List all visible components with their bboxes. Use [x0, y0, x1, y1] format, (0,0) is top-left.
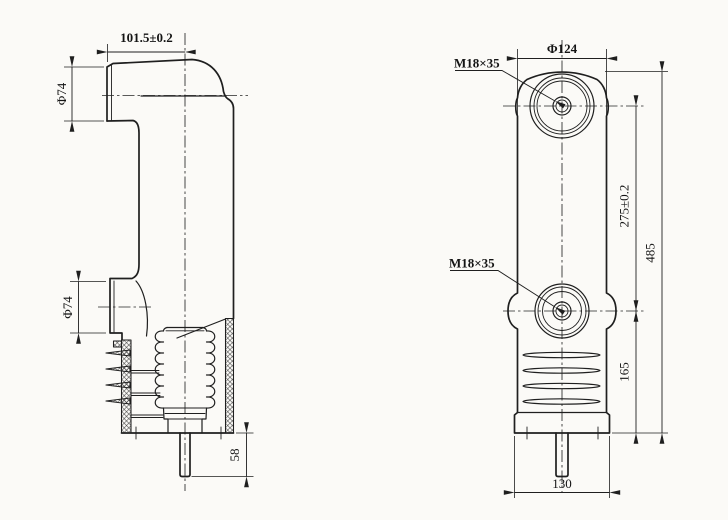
- label-lower-thread: M18×35: [449, 255, 495, 271]
- bellows-right-profile: [202, 328, 215, 434]
- dim-label-lower-bushing-diameter: Φ74: [60, 296, 75, 319]
- shed-fin: [523, 368, 600, 373]
- dim-stem-length: [192, 433, 254, 477]
- front-view: [449, 40, 668, 498]
- callout-lower-thread: [449, 256, 555, 308]
- upper-bushing-and-right-edge: [107, 60, 234, 319]
- dim-top-width: [108, 30, 186, 62]
- dim-overall-height: [605, 72, 668, 434]
- front-view-centerlines: [503, 40, 644, 492]
- dim-label-terminal-center-distance: 275±0.2: [616, 184, 632, 228]
- right-wall-section: [226, 319, 234, 434]
- dim-label-top-width: 101.5±0.2: [120, 30, 173, 45]
- dim-label-head-diameter: Φ124: [546, 41, 578, 56]
- dim-label-base-width: 130: [552, 476, 572, 491]
- label-upper-thread: M18×35: [454, 55, 500, 71]
- front-view-fins: [523, 352, 600, 404]
- dim-label-upper-bushing-diameter: Φ74: [54, 82, 69, 106]
- dim-label-stem-length: 58: [227, 448, 242, 462]
- shed-fin: [523, 352, 600, 357]
- shed-fin: [523, 383, 600, 388]
- dim-label-overall-height: 485: [642, 243, 658, 263]
- inner-cone-line: [177, 319, 226, 338]
- shed-fin: [106, 382, 130, 388]
- wall-step-section: [114, 341, 122, 347]
- shed-fin: [106, 398, 130, 404]
- inner-fillet-arc: [136, 281, 147, 336]
- dim-terminal-center-distance: [617, 106, 637, 311]
- dim-label-lower-section-height: 165: [616, 362, 632, 382]
- shed-fin: [523, 399, 600, 404]
- fin-root-lines: [131, 371, 163, 418]
- dim-lower-section-height: [617, 311, 637, 433]
- shed-fin: [106, 366, 130, 372]
- side-view: [54, 30, 254, 491]
- shed-fin: [106, 350, 130, 356]
- dim-upper-bushing-diameter: [54, 67, 104, 121]
